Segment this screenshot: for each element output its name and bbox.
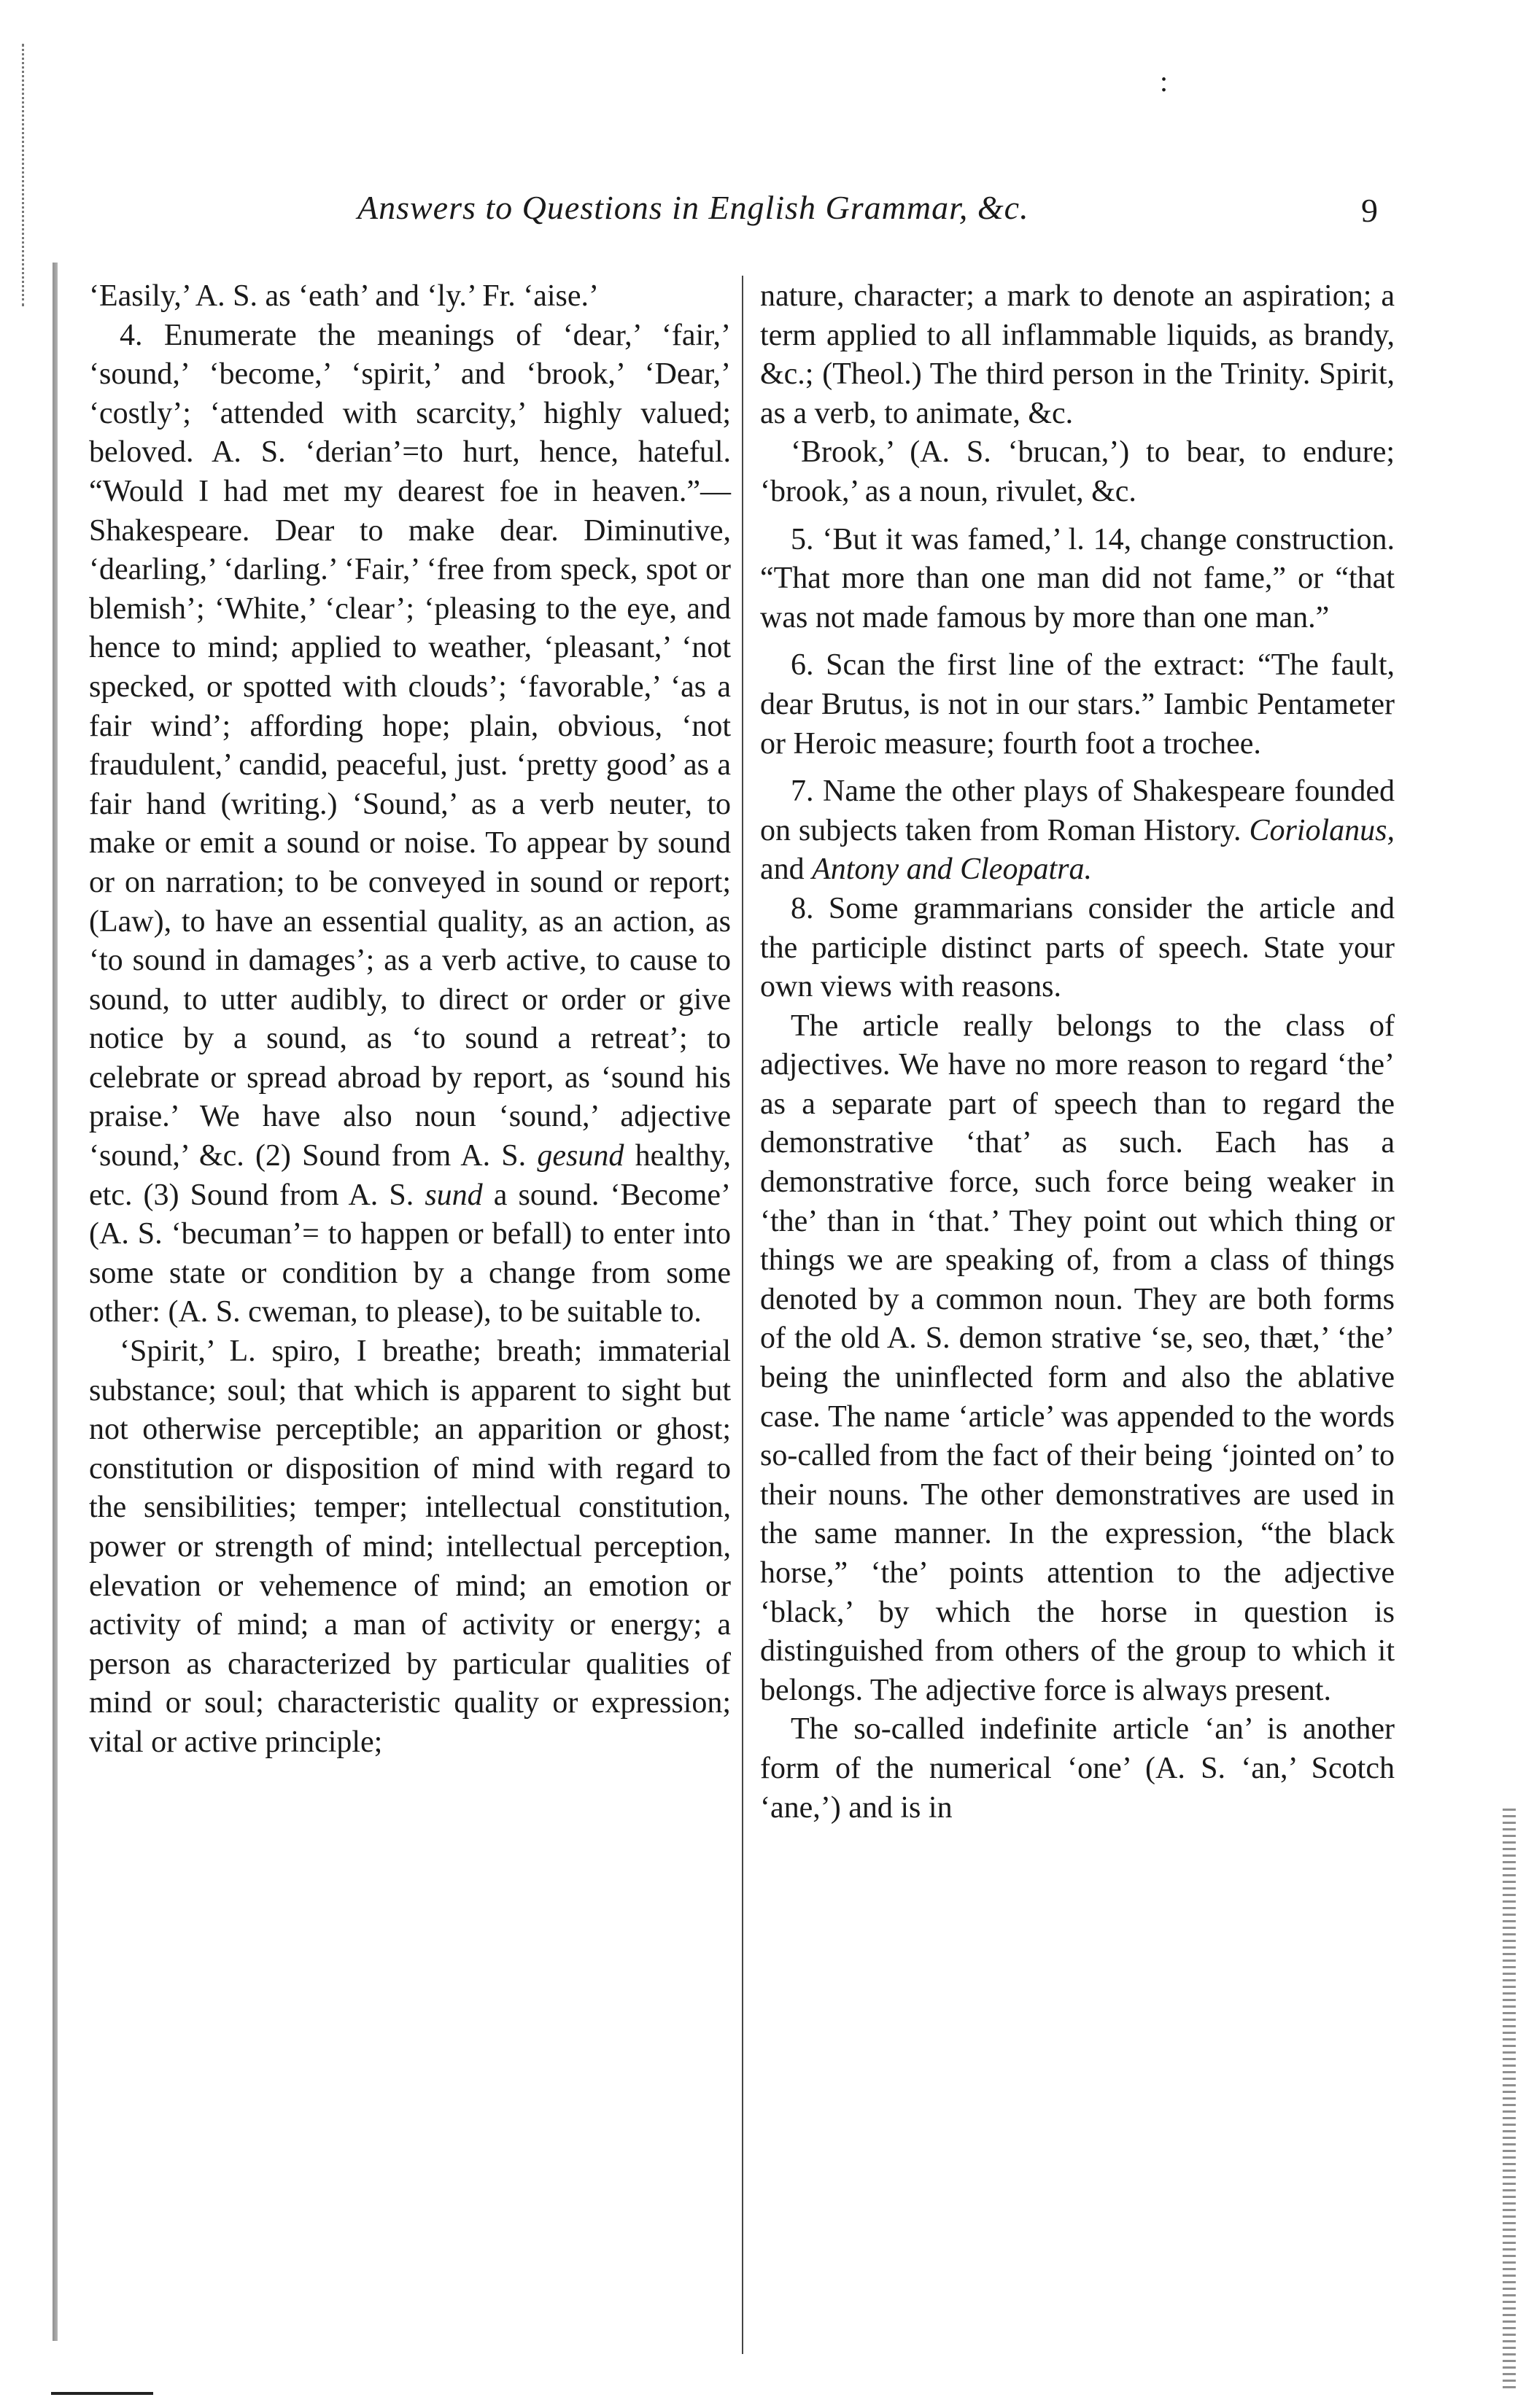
left-para-2	[89, 316, 731, 1332]
left-para-2-end: a sound. ‘Become’ (A. S. ‘becuman’= to happen or befall) to enter into some state or condition by a change from some other: (A. S. cweman, to please), to be suitable to.	[89, 1178, 732, 1329]
column-divider	[742, 276, 743, 2354]
left-para-2-mid: healthy, etc. (3) Sound from A. S.	[89, 1139, 731, 1212]
right-para-2: ‘Brook,’ (A. S. ‘brucan,’) to bear, to endure; ‘brook,’ as a noun, rivulet, &c.	[760, 435, 1395, 508]
right-para-5-italic-1: Coriolanus,	[1249, 813, 1395, 847]
running-head: Answers to Questions in English Grammar, &c.	[357, 189, 1029, 226]
right-para-8: The so-called indefinite article ‘an’ is another form of the numerical ‘one’ (A. S. ‘an,’ Scotch ‘ane,’) and is in	[760, 1712, 1395, 1825]
left-column	[89, 277, 731, 1763]
right-para-5	[760, 772, 1395, 890]
right-para-6: 8. Some grammarians consider the article and the participle distinct parts of speech. State your own views with reasons.	[760, 891, 1395, 1004]
left-para-2-italic-2: sund	[425, 1178, 483, 1212]
right-para-5-text: 7. Name the other plays of Shakespeare founded on subjects taken from Roman History.	[760, 774, 1395, 847]
page-header	[0, 175, 1534, 241]
right-para-5-italic-2: Antony and Cleopatra.	[812, 852, 1092, 887]
page-binding-edge	[0, 0, 80, 2408]
right-para-3: 5. ‘But it was famed,’ l. 14, change construction. “That more than one man did not fame,” or “that was not made famous by more than one man.”	[760, 522, 1395, 634]
right-column	[760, 277, 1395, 1828]
left-para-1: ‘Easily,’ A. S. as ‘eath’ and ‘ly.’ Fr. ‘aise.’	[89, 279, 600, 313]
right-para-7: The article really belongs to the class of adjectives. We have no more reason to regard ‘the’ as a separate part of speech than to regard the demonstrative ‘that’ as such. Each has a demonstrative force, such force being weaker in ‘the’ than in ‘that.’ They point out which thing or things we are speaking of, from a class of things denoted by a common noun. They are both forms of the old A. S. demon strative ‘se, seo, thæt,’ ‘the’ being the uninflected form and also the ablative case. The name ‘article’ was appended to the words so-called from the fact of their being ‘jointed on’ to their nouns. The other demonstratives are used in the same manner. In the expression, “the black horse,” ‘the’ points attention to the adjective ‘black,’ by which the horse in question is distinguished from others of the group to which it belongs. The adjective force is always present.	[760, 1009, 1395, 1707]
right-para-4: 6. Scan the first line of the extract: “The fault, dear Brutus, is not in our stars.” Iambic Pentameter or Heroic measure; fourth foot a trochee.	[760, 648, 1395, 761]
bottom-rule	[51, 2392, 153, 2395]
right-para-1: nature, character; a mark to denote an aspiration; a term applied to all inflammable liquids, as brandy, &c.; (Theol.) The third person in the Trinity. Spirit, as a verb, to animate, &c.	[760, 279, 1395, 430]
binding-shadow	[53, 263, 58, 2341]
left-para-2-text: 4. Enumerate the meanings of ‘dear,’ ‘fair,’ ‘sound,’ ‘become,’ ‘spirit,’ and ‘brook,’ ‘Dear,’ ‘costly’; ‘attended with scarcity,’ highly valued; beloved. A. S. ‘derian’=to hurt, hence, hateful. “Would I had met my dearest foe in heaven.”—Shakespeare. Dear to make dear. Diminutive, ‘dearling,’ ‘darling.’ ‘Fair,’ ‘free from speck, spot or blemish’; ‘White,’ ‘clear’; ‘pleasing to the eye, and hence to mind; applied to weather, ‘pleasant,’ ‘not specked, or spotted with clouds’; ‘favorable,’ ‘as a fair wind’; affording hope; plain, obvious, ‘not fraudulent,’ candid, peaceful, just. ‘pretty good’ as a fair hand (writing.) ‘Sound,’ as a verb neuter, to make or emit a sound or noise. To appear by sound or on narration; to be conveyed in sound or report; (Law), to have an essential quality, as an action, as ‘to sound in damages’; as a verb active, to cause to sound, to utter audibly, to direct or order or give notice by a sound, as ‘to sound a retreat’; to celebrate or spread abroad by report, as ‘sound his praise.’ We have also noun ‘sound,’ adjective ‘sound,’ &c. (2) Sound from A. S.	[89, 318, 731, 1173]
left-para-3: ‘Spirit,’ L. spiro, I breathe; breath; immaterial substance; soul; that which is apparent to sight but not otherwise perceptible; an apparition or ghost; constitution or disposition of mind with regard to the sensibilities; temper; intellectual constitution, power or strength of mind; intellectual perception, elevation or vehemence of mind; an emotion or activity of mind; a man of activity or energy; a person as characterized by particular qualities of mind or soul; characteristic quality or expression; vital or active principle;	[89, 1335, 731, 1759]
right-edge-mark	[1503, 1809, 1516, 2392]
corner-mark: :	[1160, 65, 1169, 98]
left-para-2-italic-1: gesund	[537, 1139, 624, 1173]
page-number: 9	[1361, 192, 1378, 229]
right-para-5-and: and	[760, 852, 805, 887]
